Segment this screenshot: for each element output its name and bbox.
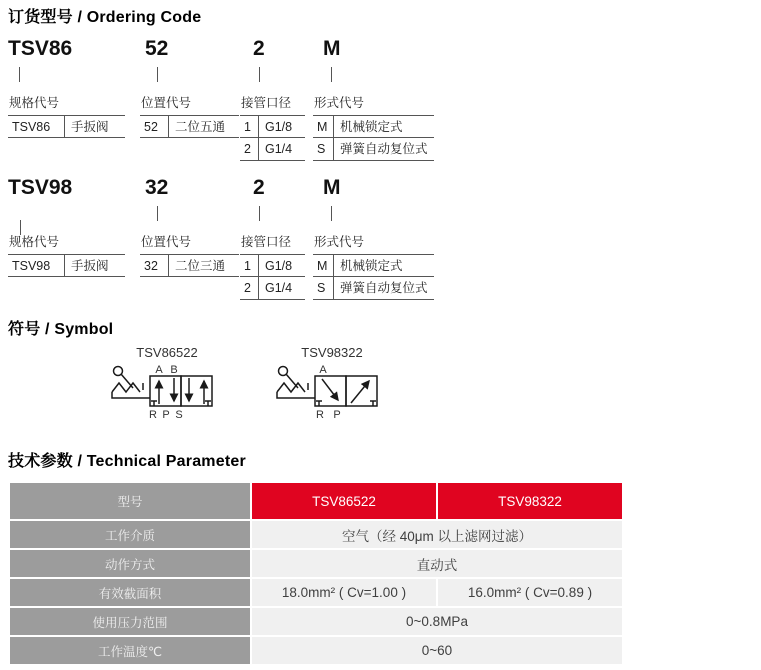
row-label-effective-area: 有效截面积 <box>10 579 250 606</box>
group-header: 接管口径 <box>240 234 305 255</box>
leader-tick <box>157 206 158 221</box>
code-part-position: 32 <box>145 176 169 199</box>
group-header: 形式代号 <box>313 234 434 255</box>
technical-section-title: 技术参数 / Technical Parameter <box>8 453 246 470</box>
group-row <box>240 138 305 161</box>
technical-parameter-table <box>10 483 622 664</box>
group-row <box>8 255 125 278</box>
group-header: 形式代号 <box>313 95 434 116</box>
desc-cell: 机械锁定式 <box>340 119 403 134</box>
code-part-series: TSV86 <box>8 37 73 60</box>
row-value-pressure: 0~0.8MPa <box>252 608 622 635</box>
leader-tick <box>331 67 332 82</box>
code-cell: S <box>313 277 334 299</box>
row-label-actuation: 动作方式 <box>10 550 250 577</box>
code-cell: M <box>313 116 334 138</box>
code-cell: 52 <box>140 116 169 138</box>
code-cell: S <box>313 138 334 160</box>
code-part-port: 2 <box>253 176 265 199</box>
ordering-section-title: 订货型号 / Ordering Code <box>8 9 202 26</box>
valve-5-2-symbol-icon <box>110 364 222 422</box>
symbol-section-title: 符号 / Symbol <box>8 321 114 338</box>
group-row <box>240 255 305 278</box>
group-header: 位置代号 <box>140 95 239 116</box>
ordering-group-spec <box>8 95 125 138</box>
code-cell: 1 <box>240 255 259 277</box>
ordering-group-type <box>313 234 434 300</box>
group-row <box>313 277 434 300</box>
desc-cell: 弹簧自动复位式 <box>340 142 428 156</box>
row-label-temperature: 工作温度℃ <box>10 637 250 664</box>
desc-cell: 二位三通 <box>175 258 226 273</box>
row-value-area-1: 18.0mm² ( Cv=1.00 ) <box>252 579 436 606</box>
code-part-series: TSV98 <box>8 176 73 199</box>
group-row <box>240 277 305 300</box>
ordering-group-position <box>140 234 239 277</box>
port-label-p: P <box>162 409 170 421</box>
leader-tick <box>331 206 332 221</box>
group-row <box>140 116 239 139</box>
port-label-p: P <box>333 409 341 421</box>
code-part-position: 52 <box>145 37 169 60</box>
table-header-label: 型号 <box>10 483 250 519</box>
table-header-model-2: TSV98322 <box>438 483 622 519</box>
desc-cell: G1/4 <box>265 281 293 295</box>
code-cell: 1 <box>240 116 259 138</box>
group-row <box>240 116 305 139</box>
group-row <box>313 255 434 278</box>
group-row <box>313 116 434 139</box>
port-label-a: A <box>155 364 163 376</box>
code-cell: 2 <box>240 138 259 160</box>
leader-tick <box>19 67 20 82</box>
code-cell: TSV86 <box>8 116 65 138</box>
desc-cell: 手扳阀 <box>71 258 109 273</box>
symbol-label: TSV86522 <box>136 345 198 360</box>
port-label-r: R <box>149 409 157 421</box>
group-header: 位置代号 <box>140 234 239 255</box>
ordering-group-type <box>313 95 434 161</box>
group-header: 规格代号 <box>8 234 125 255</box>
symbol-label: TSV98322 <box>301 345 363 360</box>
group-header: 接管口径 <box>240 95 305 116</box>
ordering-group-port <box>240 234 305 300</box>
row-value-temperature: 0~60 <box>252 637 622 664</box>
leader-tick <box>259 206 260 221</box>
row-label-pressure: 使用压力范围 <box>10 608 250 635</box>
ordering-group-port <box>240 95 305 161</box>
desc-cell: G1/8 <box>265 258 293 273</box>
code-cell: TSV98 <box>8 255 65 277</box>
row-label-medium: 工作介质 <box>10 521 250 548</box>
group-row <box>313 138 434 161</box>
ordering-group-position <box>140 95 239 138</box>
port-label-r: R <box>316 409 324 421</box>
code-cell: 32 <box>140 255 169 277</box>
group-row <box>8 116 125 139</box>
hand-lever-icon <box>277 367 315 399</box>
port-label-b: B <box>170 364 178 376</box>
ordering-group-spec <box>8 234 125 277</box>
desc-cell: 弹簧自动复位式 <box>340 281 428 295</box>
desc-cell: 机械锁定式 <box>340 258 403 273</box>
port-label-s: S <box>175 409 183 421</box>
port-label-a: A <box>319 364 327 376</box>
group-header: 规格代号 <box>8 95 125 116</box>
row-value-actuation: 直动式 <box>252 550 622 577</box>
group-row <box>140 255 239 278</box>
hand-lever-icon <box>112 367 150 399</box>
row-value-medium: 空气（经 40μm 以上滤网过滤） <box>252 521 622 548</box>
valve-3-2-symbol-icon <box>275 364 387 422</box>
desc-cell: G1/8 <box>265 119 293 134</box>
code-cell: M <box>313 255 334 277</box>
code-part-type: M <box>323 176 341 199</box>
leader-tick <box>157 67 158 82</box>
leader-tick <box>259 67 260 82</box>
desc-cell: 二位五通 <box>175 119 226 134</box>
code-part-type: M <box>323 37 341 60</box>
table-header-model-1: TSV86522 <box>252 483 436 519</box>
row-value-area-2: 16.0mm² ( Cv=0.89 ) <box>438 579 622 606</box>
code-cell: 2 <box>240 277 259 299</box>
code-part-port: 2 <box>253 37 265 60</box>
desc-cell: G1/4 <box>265 142 293 156</box>
desc-cell: 手扳阀 <box>71 119 109 134</box>
valve-body <box>315 376 377 406</box>
leader-tick <box>20 220 21 235</box>
